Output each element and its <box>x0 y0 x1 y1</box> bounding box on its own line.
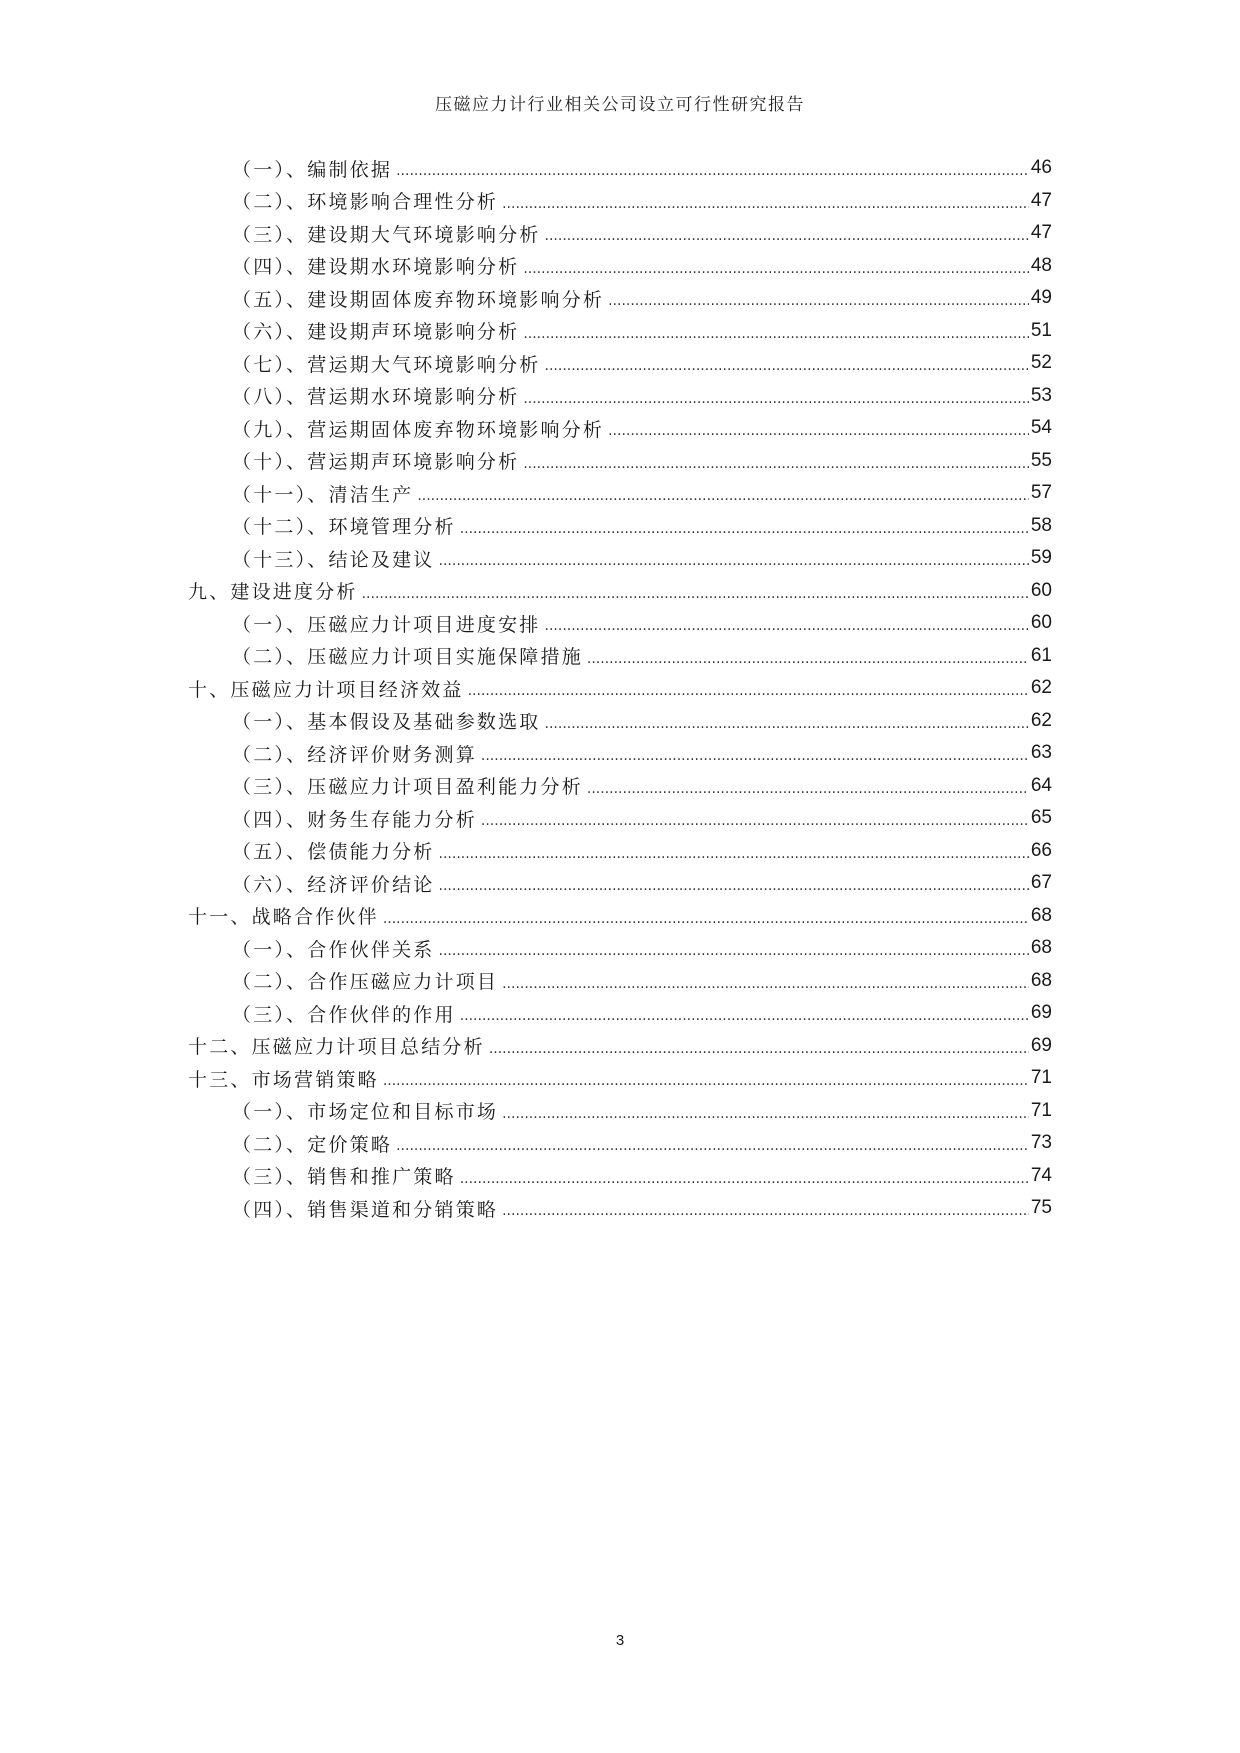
toc-section-entry[interactable] <box>188 770 1052 803</box>
toc-entry-page-number: 65 <box>1030 807 1052 829</box>
toc-section-entry[interactable] <box>188 282 1052 315</box>
toc-entry-label: （五）、偿债能力分析 <box>232 841 435 864</box>
toc-section-entry[interactable] <box>188 1192 1052 1225</box>
toc-entry-label: （二）、压磁应力计项目实施保障措施 <box>232 646 583 669</box>
toc-entry-label: （十二）、环境管理分析 <box>232 516 456 539</box>
page-number: 3 <box>615 1632 625 1649</box>
toc-section-entry[interactable] <box>188 217 1052 250</box>
dot-leader <box>481 813 1029 829</box>
dot-leader <box>439 846 1029 862</box>
toc-entry-label: （二）、经济评价财务测算 <box>232 743 477 766</box>
toc-section-entry[interactable] <box>188 737 1052 770</box>
toc-entry-label: （七）、营运期大气环境影响分析 <box>232 353 541 376</box>
toc-section-entry[interactable] <box>188 315 1052 348</box>
toc-section-entry[interactable] <box>188 1095 1052 1128</box>
dot-leader <box>468 683 1029 699</box>
dot-leader <box>489 1041 1029 1057</box>
dot-leader <box>396 163 1029 179</box>
toc-entry-page-number: 62 <box>1030 709 1052 731</box>
toc-entry-page-number: 62 <box>1030 677 1052 699</box>
toc-entry-page-number: 68 <box>1030 904 1052 926</box>
toc-entry-label: 九、建设进度分析 <box>188 581 358 604</box>
dot-leader <box>523 261 1029 277</box>
toc-entry-label: （二）、合作压磁应力计项目 <box>232 971 499 994</box>
toc-entry-page-number: 60 <box>1030 612 1052 634</box>
dot-leader <box>439 878 1029 894</box>
dot-leader <box>439 553 1029 569</box>
toc-entry-label: （三）、合作伙伴的作用 <box>232 1003 456 1026</box>
toc-section-entry[interactable] <box>188 510 1052 543</box>
toc-entry-page-number: 52 <box>1030 352 1052 374</box>
toc-entry-page-number: 60 <box>1030 579 1052 601</box>
dot-leader <box>545 228 1029 244</box>
toc-chapter-entry[interactable] <box>188 1062 1052 1095</box>
toc-entry-label: （四）、财务生存能力分析 <box>232 808 477 831</box>
toc-entry-page-number: 48 <box>1030 254 1052 276</box>
dot-leader <box>460 521 1029 537</box>
toc-entry-page-number: 71 <box>1030 1099 1052 1121</box>
toc-entry-label: （六）、建设期声环境影响分析 <box>232 321 520 344</box>
dot-leader <box>383 1073 1029 1089</box>
toc-entry-page-number: 67 <box>1030 872 1052 894</box>
dot-leader <box>545 618 1029 634</box>
toc-section-entry[interactable] <box>188 477 1052 510</box>
toc-entry-label: （一）、合作伙伴关系 <box>232 938 435 961</box>
toc-entry-label: （八）、营运期水环境影响分析 <box>232 386 520 409</box>
toc-entry-label: （四）、销售渠道和分销策略 <box>232 1198 499 1221</box>
toc-entry-label: （一）、编制依据 <box>232 158 393 181</box>
toc-section-entry[interactable] <box>188 347 1052 380</box>
toc-section-entry[interactable] <box>188 802 1052 835</box>
dot-leader <box>396 1138 1029 1154</box>
toc-section-entry[interactable] <box>188 867 1052 900</box>
toc-section-entry[interactable] <box>188 445 1052 478</box>
toc-section-entry[interactable] <box>188 412 1052 445</box>
dot-leader <box>481 748 1029 764</box>
dot-leader <box>502 196 1029 212</box>
toc-section-entry[interactable] <box>188 250 1052 283</box>
dot-leader <box>523 391 1029 407</box>
toc-section-entry[interactable] <box>188 640 1052 673</box>
toc-entry-page-number: 58 <box>1030 514 1052 536</box>
toc-entry-page-number: 49 <box>1030 287 1052 309</box>
toc-section-entry[interactable] <box>188 1160 1052 1193</box>
toc-section-entry[interactable] <box>188 997 1052 1030</box>
toc-section-entry[interactable] <box>188 835 1052 868</box>
toc-entry-label: （一）、基本假设及基础参数选取 <box>232 711 541 734</box>
toc-section-entry[interactable] <box>188 932 1052 965</box>
toc-section-entry[interactable] <box>188 380 1052 413</box>
dot-leader <box>545 716 1029 732</box>
toc-entry-label: （十）、营运期声环境影响分析 <box>232 451 520 474</box>
toc-entry-label: （三）、建设期大气环境影响分析 <box>232 223 541 246</box>
toc-entry-page-number: 63 <box>1030 742 1052 764</box>
dot-leader <box>545 358 1029 374</box>
toc-entry-page-number: 75 <box>1030 1197 1052 1219</box>
toc-section-entry[interactable] <box>188 705 1052 738</box>
dot-leader <box>439 943 1029 959</box>
toc-chapter-entry[interactable] <box>188 900 1052 933</box>
toc-entry-label: （五）、建设期固体废弃物环境影响分析 <box>232 288 605 311</box>
dot-leader <box>417 488 1029 504</box>
toc-entry-label: 十、压磁应力计项目经济效益 <box>188 678 464 701</box>
toc-entry-label: （三）、压磁应力计项目盈利能力分析 <box>232 776 583 799</box>
toc-entry-page-number: 64 <box>1030 774 1052 796</box>
dot-leader <box>383 911 1029 927</box>
toc-section-entry[interactable] <box>188 965 1052 998</box>
toc-entry-label: （二）、环境影响合理性分析 <box>232 191 499 214</box>
toc-entry-label: 十一、战略合作伙伴 <box>188 906 379 929</box>
dot-leader <box>608 293 1029 309</box>
page-header-title: 压磁应力计行业相关公司设立可行性研究报告 <box>435 95 805 115</box>
toc-entry-label: （十三）、结论及建议 <box>232 548 435 571</box>
toc-section-entry[interactable] <box>188 1127 1052 1160</box>
dot-leader <box>502 1106 1029 1122</box>
toc-entry-page-number: 74 <box>1030 1164 1052 1186</box>
toc-entry-page-number: 68 <box>1030 937 1052 959</box>
toc-entry-page-number: 53 <box>1030 384 1052 406</box>
toc-entry-label: 十二、压磁应力计项目总结分析 <box>188 1036 485 1059</box>
dot-leader <box>587 781 1029 797</box>
toc-entry-label: （六）、经济评价结论 <box>232 873 435 896</box>
dot-leader <box>608 423 1029 439</box>
toc-entry-page-number: 54 <box>1030 417 1052 439</box>
toc-entry-label: （三）、销售和推广策略 <box>232 1166 456 1189</box>
toc-entry-page-number: 61 <box>1030 644 1052 666</box>
toc-entry-page-number: 57 <box>1030 482 1052 504</box>
table-of-contents <box>188 152 1052 1225</box>
dot-leader <box>587 651 1029 667</box>
dot-leader <box>460 1171 1029 1187</box>
toc-entry-page-number: 47 <box>1030 189 1052 211</box>
dot-leader <box>523 456 1029 472</box>
toc-section-entry[interactable] <box>188 542 1052 575</box>
toc-entry-label: （二）、定价策略 <box>232 1133 393 1156</box>
dot-leader <box>502 976 1029 992</box>
dot-leader <box>523 326 1029 342</box>
toc-entry-page-number: 71 <box>1030 1067 1052 1089</box>
dot-leader <box>362 586 1029 602</box>
toc-entry-page-number: 55 <box>1030 449 1052 471</box>
toc-entry-page-number: 59 <box>1030 547 1052 569</box>
toc-entry-page-number: 68 <box>1030 969 1052 991</box>
toc-chapter-entry[interactable] <box>188 1030 1052 1063</box>
toc-entry-page-number: 47 <box>1030 222 1052 244</box>
toc-entry-page-number: 69 <box>1030 1034 1052 1056</box>
toc-entry-label: 十三、市场营销策略 <box>188 1068 379 1091</box>
toc-entry-label: （十一）、清洁生产 <box>232 483 414 506</box>
toc-section-entry[interactable] <box>188 607 1052 640</box>
dot-leader <box>460 1008 1029 1024</box>
toc-entry-label: （一）、压磁应力计项目进度安排 <box>232 613 541 636</box>
toc-section-entry[interactable] <box>188 152 1052 185</box>
toc-entry-label: （九）、营运期固体废弃物环境影响分析 <box>232 418 605 441</box>
toc-entry-page-number: 66 <box>1030 839 1052 861</box>
toc-chapter-entry[interactable] <box>188 672 1052 705</box>
dot-leader <box>502 1203 1029 1219</box>
toc-entry-page-number: 69 <box>1030 1002 1052 1024</box>
toc-entry-page-number: 46 <box>1030 157 1052 179</box>
toc-entry-page-number: 51 <box>1030 319 1052 341</box>
toc-chapter-entry[interactable] <box>188 575 1052 608</box>
toc-entry-page-number: 73 <box>1030 1132 1052 1154</box>
toc-section-entry[interactable] <box>188 185 1052 218</box>
toc-entry-label: （一）、市场定位和目标市场 <box>232 1101 499 1124</box>
toc-entry-label: （四）、建设期水环境影响分析 <box>232 256 520 279</box>
